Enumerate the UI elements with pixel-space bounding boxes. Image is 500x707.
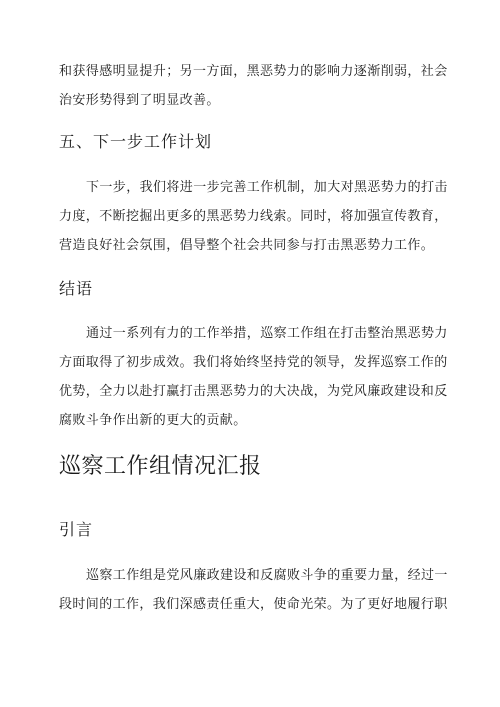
section-heading-intro: 引言 <box>59 520 94 539</box>
paragraph-line: 巡察工作组是党风廉政建设和反腐败斗争的重要力量，经过一 <box>86 568 448 583</box>
paragraph-line: 段时间的工作，我们深感责任重大，使命光荣。为了更好地履行职 <box>59 597 448 612</box>
paragraph-line: 下一步，我们将进一步完善工作机制，加大对黑恶势力的打击 <box>86 180 448 195</box>
paragraph-line: 和获得感明显提升；另一方面，黑恶势力的影响力逐渐削弱，社会 <box>59 64 448 79</box>
paragraph-line: 方面取得了初步成效。我们将始终坚持党的领导，发挥巡察工作的 <box>59 355 448 370</box>
report-title: 巡察工作组情况汇报 <box>59 454 262 479</box>
paragraph-line: 治安形势得到了明显改善。 <box>59 93 220 108</box>
paragraph-line: 优势，全力以赴打赢打击黑恶势力的大决战，为党风廉政建设和反 <box>59 384 448 399</box>
section-heading-next-plan: 五、下一步工作计划 <box>59 132 213 151</box>
paragraph-line: 腐败斗争作出新的更大的贡献。 <box>59 413 247 428</box>
paragraph-line: 通过一系列有力的工作举措，巡察工作组在打击整治黑恶势力 <box>86 326 448 341</box>
paragraph-line: 力度，不断挖掘出更多的黑恶势力线索。同时，将加强宣传教育， <box>59 209 448 224</box>
section-heading-conclusion: 结语 <box>59 279 94 298</box>
paragraph-line: 营造良好社会氛围，倡导整个社会共同参与打击黑恶势力工作。 <box>59 238 435 253</box>
